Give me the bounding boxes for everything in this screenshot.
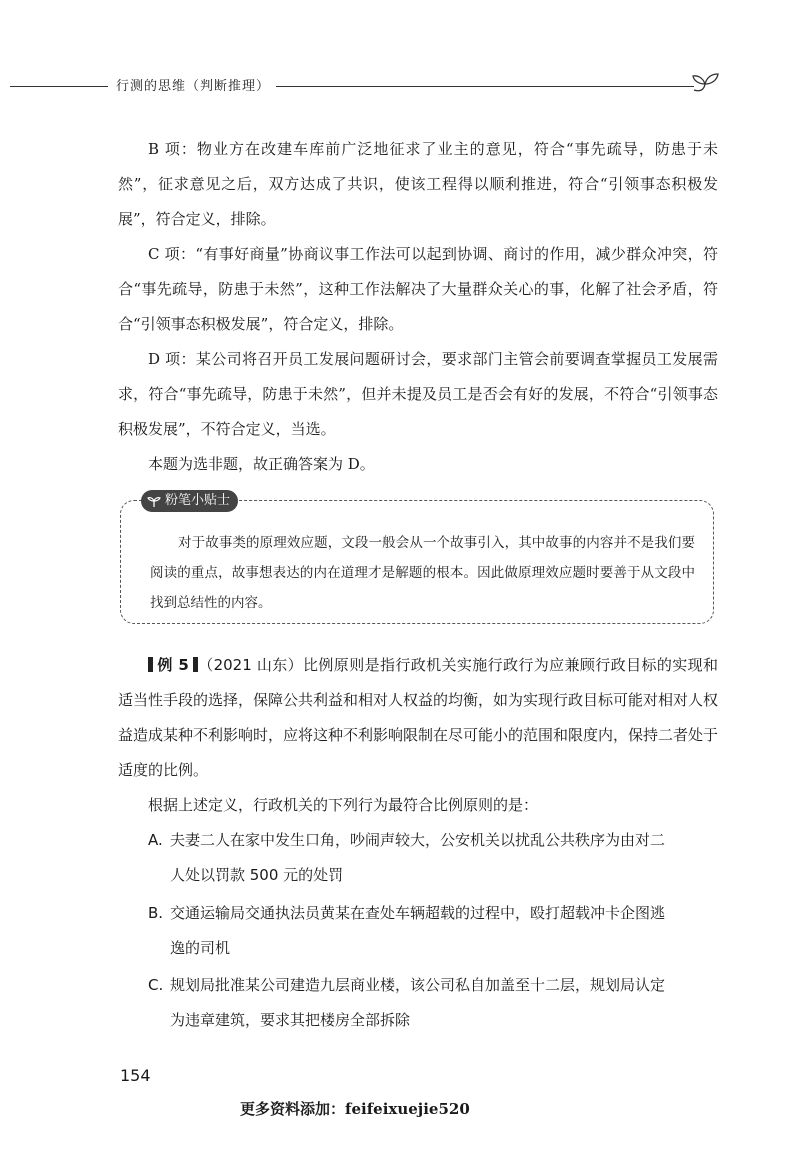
option-text-continued: 人处以罚款 500 元的处罚 <box>170 866 344 884</box>
option-text-continued: 为违章建筑，要求其把楼房全部拆除 <box>170 1011 411 1029</box>
option-letter: A. <box>148 831 163 849</box>
option-text: 夫妻二人在家中发生口角，吵闹声较大，公安机关以扰乱公共秩序为由对二 <box>170 831 666 849</box>
option-letter: B. <box>148 904 164 922</box>
example-marker-left <box>148 657 153 672</box>
option-b <box>148 896 718 966</box>
sprout-small-icon <box>147 494 161 508</box>
explanation-d: D 项：某公司将召开员工发展问题研讨会，要求部门主管会前要调查掌握员工发展需求，符合“事先疏导，防患于未然”，但并未提及员工是否会有好的发展，不符合“引领事态积极发展”，不符合定义，当选。 <box>118 350 718 438</box>
option-text-continued: 逸的司机 <box>170 939 231 957</box>
example-label: 例 5 <box>157 656 189 674</box>
page-number: 154 <box>120 1066 151 1085</box>
sprout-icon <box>690 66 720 94</box>
answer-line: 本题为选非题，故正确答案为 D。 <box>148 455 375 473</box>
tip-text: 对于故事类的原理效应题，文段一般会从一个故事引入，其中故事的内容并不是我们要阅读的重点，故事想表达的内在道理才是解题的根本。因此做原理效应题时要善于从文段中找到总结性的内容。 <box>150 535 695 611</box>
tip-badge-label: 粉笔小贴士 <box>165 493 231 508</box>
option-letter: C. <box>148 976 164 994</box>
footer-note: 更多资料添加：feifeixuejie520 <box>240 1100 470 1118</box>
header-rule-right <box>276 86 694 87</box>
example-paragraph <box>118 648 718 788</box>
header-rule-left <box>10 86 108 87</box>
option-text: 交通运输局交通执法员黄某在查处车辆超载的过程中，殴打超载冲卡企图逃 <box>170 904 666 922</box>
explanation-b: B 项：物业方在改建车库前广泛地征求了业主的意见，符合“事先疏导，防患于未然”，征求意见之后，双方达成了共识，使该工程得以顺利推进，符合“引领事态积极发展”，符合定义，排除。 <box>118 140 718 228</box>
example-question: 根据上述定义，行政机关的下列行为最符合比例原则的是： <box>148 796 539 814</box>
option-a <box>148 823 718 893</box>
example-source: （2021 山东） <box>197 656 304 674</box>
example-text: 比例原则是指行政机关实施行政行为应兼顾行政目标的实现和适当性手段的选择，保障公共利益和相对人权益的均衡，如为实现行政目标可能对相对人权益造成某种不利影响时，应将这种不利影响限制在尽可能小的范围和限度内，保持二者处于适度的比例。 <box>118 656 719 779</box>
header-title: 行测的思维（判断推理） <box>116 79 271 94</box>
running-header <box>0 66 800 96</box>
explanation-c: C 项：“有事好商量”协商议事工作法可以起到协调、商讨的作用，减少群众冲突，符合“事先疏导，防患于未然”，这种工作法解决了大量群众关心的事，化解了社会矛盾，符合“引领事态积极发展”，符合定义，排除。 <box>118 245 718 333</box>
tip-badge <box>141 490 238 512</box>
option-text: 规划局批准某公司建造九层商业楼，该公司私自加盖至十二层，规划局认定 <box>170 976 666 994</box>
option-c <box>148 968 718 1038</box>
